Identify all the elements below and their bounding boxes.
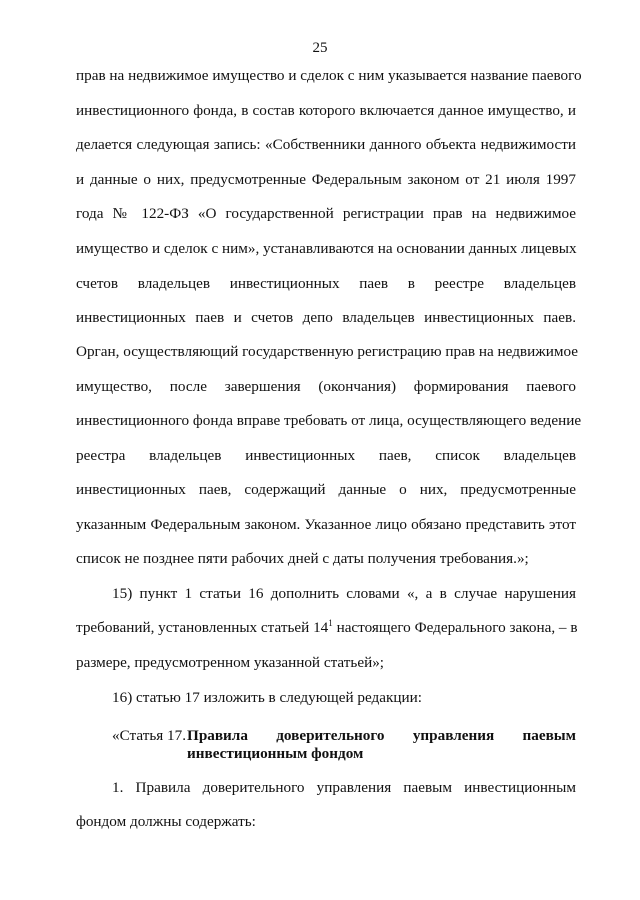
text-line: Орган, осуществляющий государственную регистрацию прав на недвижимое: [76, 343, 578, 360]
article-title-line-1: Правила доверительного управления паевым: [187, 727, 576, 744]
article-title: [187, 727, 576, 763]
text-line: года № 122-ФЗ «О государственной регистрации прав на недвижимое: [76, 205, 576, 222]
article-heading: [112, 727, 576, 762]
text-line: счетов владельцев инвестиционных паев в реестре владельцев: [76, 275, 576, 292]
text-line: имущество, после завершения (окончания) формирования паевого: [76, 378, 576, 395]
text-line: инвестиционного фонда вправе требовать от лица, осуществляющего ведение: [76, 412, 582, 429]
page-number: 25: [312, 40, 328, 56]
article-title-line-2: инвестиционным фондом: [187, 745, 364, 762]
text-line: инвестиционного фонда, в состав которого включается данное имущество, и: [76, 102, 576, 119]
text-line: список не позднее пяти рабочих дней с даты получения требования.»;: [76, 550, 529, 567]
text-line: инвестиционных паев и счетов депо владельцев инвестиционных паев.: [76, 309, 576, 326]
text-line: и данные о них, предусмотренные Федеральным законом от 21 июля 1997: [76, 171, 576, 188]
item-15-line-1: 15) пункт 1 статьи 16 дополнить словами «, а в случае нарушения: [112, 585, 576, 602]
text-line: делается следующая запись: «Собственники данного объекта недвижимости: [76, 136, 576, 153]
item-15-line-2: [76, 619, 576, 637]
text-line: имущество и сделок с ним», устанавливаются на основании данных лицевых: [76, 240, 577, 257]
text-line: указанным Федеральным законом. Указанное лицо обязано представить этот: [76, 516, 576, 533]
item-15-line-3: размере, предусмотренном указанной статьей»;: [76, 654, 385, 671]
article-prefix: «Статья 17.: [112, 727, 187, 744]
text-line: прав на недвижимое имущество и сделок с ним указывается название паевого: [76, 67, 582, 84]
item-15-text-rest: настоящего Федерального закона, – в: [332, 619, 578, 636]
para-1-line-2: фондом должны содержать:: [76, 813, 256, 830]
item-16: 16) статью 17 изложить в следующей редакции:: [112, 689, 422, 706]
superscript: 1: [328, 617, 333, 628]
para-1-line-1: 1. Правила доверительного управления паевым инвестиционным: [112, 779, 576, 796]
text-line: реестра владельцев инвестиционных паев, список владельцев: [76, 447, 576, 464]
text-line: инвестиционных паев, содержащий данные о них, предусмотренные: [76, 481, 576, 498]
item-15-text: требований, установленных статьей 14: [76, 619, 329, 636]
